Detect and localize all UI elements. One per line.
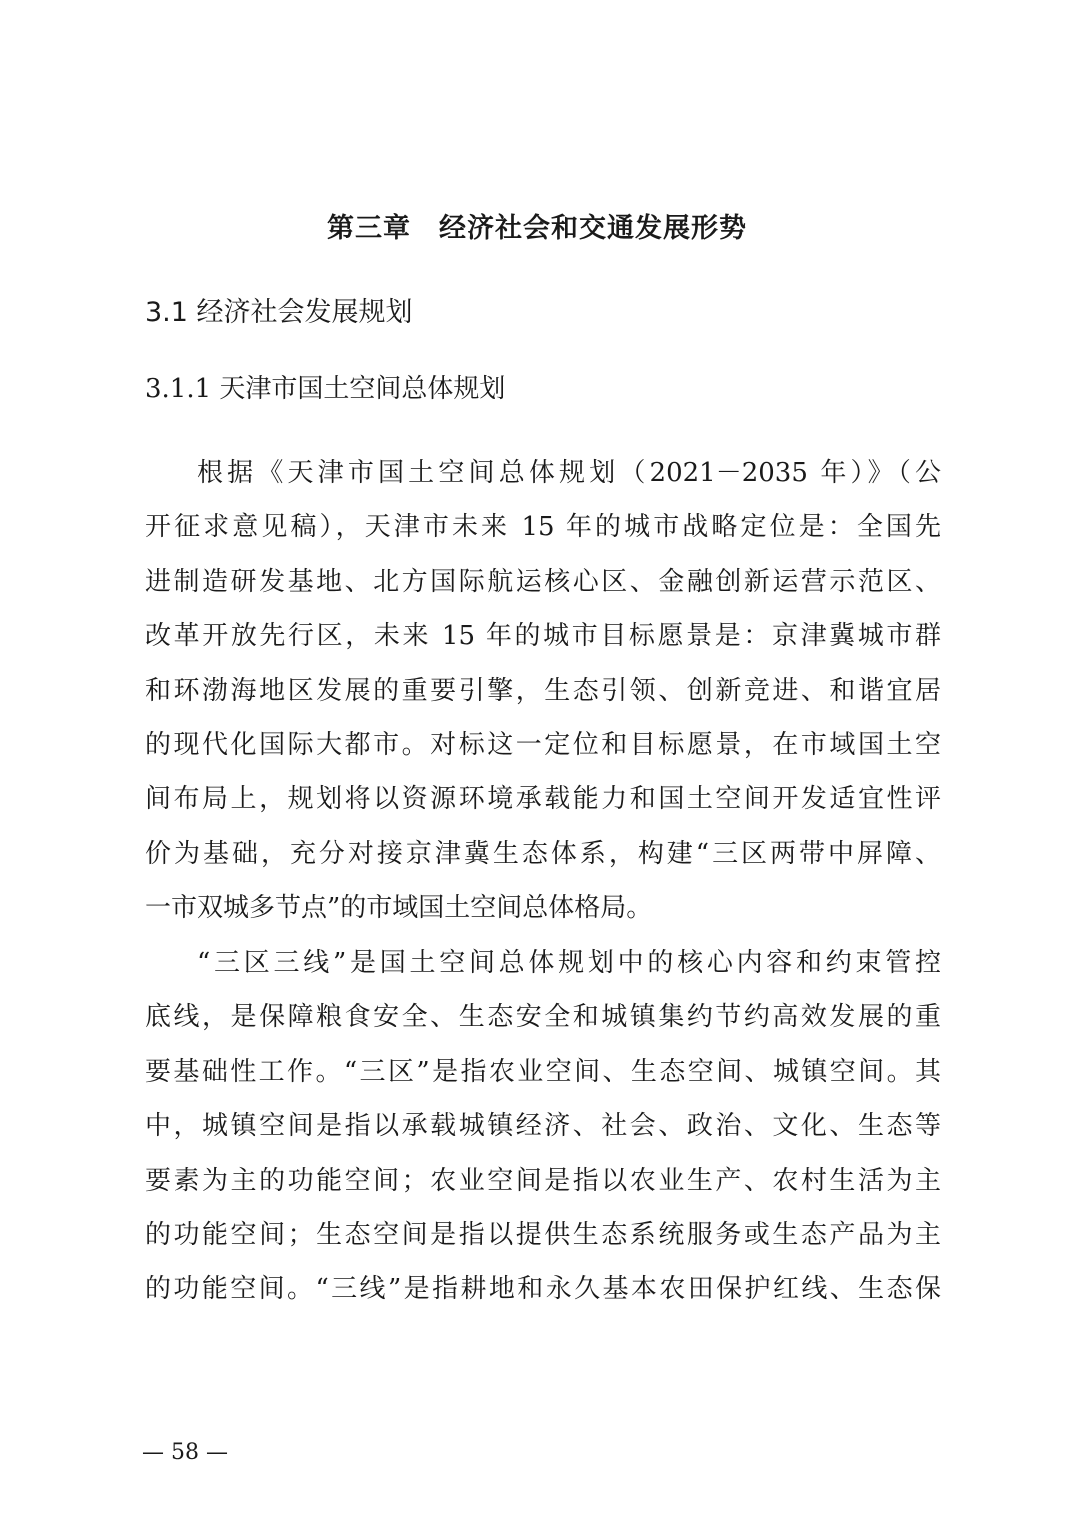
paragraph-line: 要基础性工作。“三区”是指农业空间、生态空间、城镇空间。其 (145, 1056, 941, 1087)
paragraph-line: 开征求意见稿），天津市未来 15 年的城市战略定位是：全国先 (145, 512, 941, 543)
paragraph-line: 中，城镇空间是指以承载城镇经济、社会、政治、文化、生态等 (145, 1111, 941, 1142)
paragraph-1 (145, 446, 941, 936)
section-title: 3.1 经济社会发展规划 (145, 297, 413, 328)
paragraph-line: 改革开放先行区，未来 15 年的城市目标愿景是：京津冀城市群 (145, 621, 941, 652)
paragraph-line: 要素为主的功能空间；农业空间是指以农业生产、农村生活为主 (145, 1165, 941, 1196)
paragraph-line: 进制造研发基地、北方国际航运核心区、金融创新运营示范区、 (145, 566, 941, 597)
chapter-title: 第三章 经济社会和交通发展形势 (327, 213, 747, 244)
paragraph-line: 一市双城多节点”的市域国土空间总体格局。 (145, 893, 653, 924)
page-number: — 58 — (142, 1440, 228, 1465)
paragraph-line: 的功能空间；生态空间是指以提供生态系统服务或生态产品为主 (145, 1219, 941, 1250)
paragraph-line: 价为基础，充分对接京津冀生态体系，构建“三区两带中屏障、 (145, 838, 941, 869)
paragraph-line: 的功能空间。“三线”是指耕地和永久基本农田保护红线、生态保 (145, 1274, 941, 1305)
paragraph-line: 间布局上，规划将以资源环境承载能力和国土空间开发适宜性评 (145, 784, 941, 815)
paragraph-line: 根据《天津市国土空间总体规划（2021－2035 年）》（公 (197, 458, 941, 488)
paragraph-2 (145, 936, 941, 1317)
paragraph-line: 和环渤海地区发展的重要引擎，生态引领、创新竞进、和谐宜居 (145, 675, 941, 706)
paragraph-line: “三区三线”是国土空间总体规划中的核心内容和约束管控 (197, 948, 941, 978)
subsection-title: 3.1.1 天津市国土空间总体规划 (145, 374, 506, 404)
paragraph-line: 底线，是保障粮食安全、生态安全和城镇集约节约高效发展的重 (145, 1002, 941, 1033)
paragraph-line: 的现代化国际大都市。对标这一定位和目标愿景，在市域国土空 (145, 729, 941, 760)
